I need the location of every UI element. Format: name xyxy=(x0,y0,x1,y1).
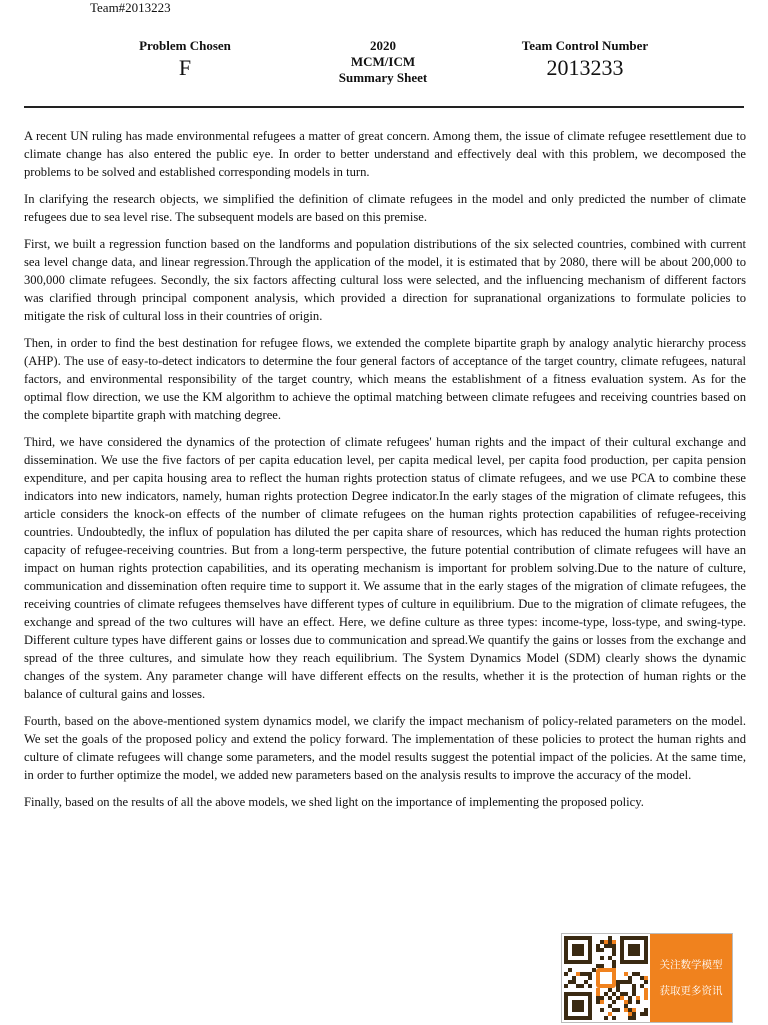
contest-info xyxy=(318,38,448,86)
promo-banner xyxy=(561,933,733,1023)
promo-line-1: 关注数学模型 xyxy=(659,959,723,971)
paragraph: Finally, based on the results of all the above models, we shed light on the importance of implementing the proposed policy. xyxy=(24,795,644,809)
team-control-number xyxy=(500,38,670,82)
summary-body xyxy=(24,127,746,820)
paragraph: Fourth, based on the above-mentioned system dynamics model, we clarify the impact mechanism of policy-related parameters on the model. We set the goals of the proposed policy and extend the policy forward. The implementation of these policies to protect the human rights and culture of climate refugees will change some parameters, and the model results suggest the potential impact of the policies. At the same time, in order to further optimize the model, we added new parameters based on the analysis results to improve the accuracy of the model. xyxy=(24,714,746,782)
paragraph: Then, in order to find the best destination for refugee flows, we extended the complete bipartite graph by analogy analytic hierarchy process (AHP). The use of easy-to-detect indicators to determine the four general factors of acceptance of the target country, climate refugees, natural factors, and environmental responsibility of the target country, which means the establishment of a fitness evaluation system. As for the optimal flow direction, we use the KM algorithm to achieve the optimal matching between climate refugees and receiving countries based on the complete bipartite graph with matching degree. xyxy=(24,336,746,422)
team-control-label: Team Control Number xyxy=(521,38,649,53)
promo-text xyxy=(650,934,732,1022)
paragraph: In clarifying the research objects, we simplified the definition of climate refugees in the model and only predicted the number of climate refugees due to sea level rise. The subsequent models are based on this premise. xyxy=(24,192,746,224)
paragraph: Third, we have considered the dynamics of the protection of climate refugees' human rights and the impact of their cultural exchange and dissemination. We use the five factors of per capita education level, per capita medical level, per capita food production, per capita pension expenditure, and per capita housing area to reflect the human rights protection status of climate refugees, and we use PCA to combine these indicators into new indicators, namely, human rights protection Degree indicator.In the early stages of the migration of climate refugees, this article considers the knock-on effects of the number of climate refugees on the human rights protection capabilities of refugee-receiving countries. Undoubtedly, the influx of population has diluted the per capita share of resources, which has reduced the human rights protection capacity of refugee-receiving countries. But from a long-term perspective, the future potential contribution of climate refugees will have an impact on human rights protection capabilities, and its operating mechanism is important for problem solving.Due to the nature of culture, communication and dissemination often require time to support it. We assume that in the early stages of the migration of climate refugees, the receiving countries of climate refugees themselves have different types of culture in equilibrium. Due to the migration of climate refugees, the exchange and spread of the two cultures will have an effect. Here, we define culture as three types: income-type, loss-type, and swing-type. Different culture types have different gains or losses due to communication and spread.We quantify the gains or losses from the exchange and spread of the three cultures, and simulate how they reach equilibrium. The System Dynamics Model (SDM) clearly shows the dynamic changes of the system. Any parameter change will have different effects on the results, whether it is the protection of human rights or the balance of cultural gains and losses. xyxy=(24,435,746,701)
paragraph: First, we built a regression function based on the landforms and population distributions of the six selected countries, combined with current sea level change data, and linear regression.Through the application of the model, it is estimated that by 2080, there will be about 200,000 to 300,000 climate refugees. Secondly, the six factors affecting cultural loss were selected, and the influencing mechanism of different factors was clarified through principal component analysis, which provided a direction for supranational organizations to formulate policies to mitigate the risk of cultural loss in their countries of origin. xyxy=(24,237,746,323)
summary-header xyxy=(0,38,768,100)
problem-chosen xyxy=(120,38,250,82)
team-tag: Team#2013223 xyxy=(90,0,171,15)
paragraph: A recent UN ruling has made environmental refugees a matter of great concern. Among them, the issue of climate refugee resettlement due to climate change has also entered the public eye. In order to better understand and effectively deal with this problem, we decomposed the problems to be solved and established corresponding models in turn. xyxy=(24,129,746,179)
problem-chosen-value: F xyxy=(178,55,192,80)
summary-sheet-label: Summary Sheet xyxy=(338,70,428,85)
team-control-value: 2013233 xyxy=(546,55,624,80)
contest-name: MCM/ICM xyxy=(350,54,416,69)
contest-year: 2020 xyxy=(370,38,396,53)
problem-chosen-label: Problem Chosen xyxy=(139,38,231,53)
qr-code-graphic xyxy=(564,936,648,1020)
qr-code-icon xyxy=(564,936,648,1020)
promo-line-2: 获取更多资讯 xyxy=(659,985,723,997)
header-divider xyxy=(24,106,744,108)
